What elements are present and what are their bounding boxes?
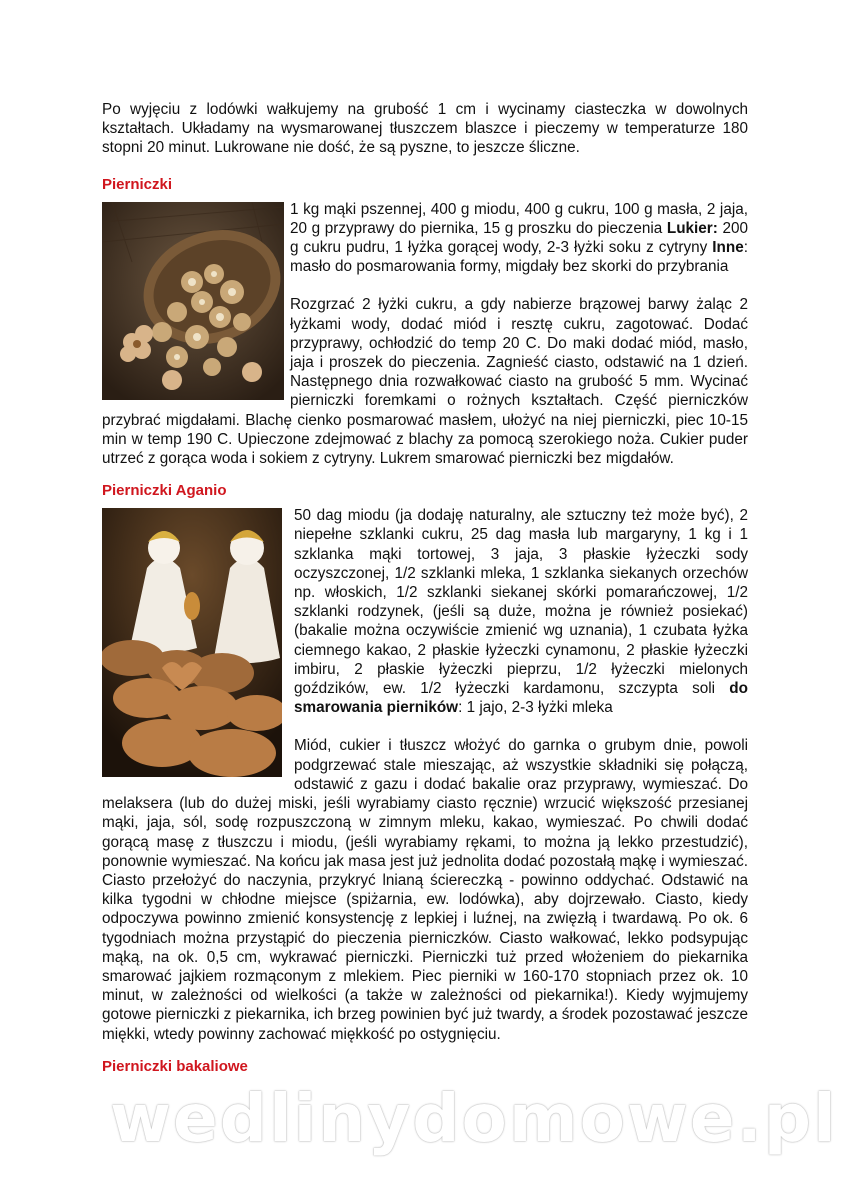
icing-label: Lukier: xyxy=(666,219,718,237)
other-text: : masło do posmarowania formy, migdały bez skorki do przybrania xyxy=(290,239,748,276)
glaze-label: do smarowania pierników xyxy=(294,680,748,717)
recipe-title: Pierniczki Aganio xyxy=(102,482,227,500)
recipe-method: Rozgrzać 2 łyżki cukru, a gdy nabierze brązowej barwy żaląc 2 łyżkami wody, dodać miód i resztę cukru, zagotować. Dodać przyprawy, ochłodzić do temp 20 C. Do maki dodać miód, masło, jaja i proszek do pieczenia. Zagnieść ciasto, odstawić na 1 dzień. Następnego dnia rozwałkować ciasto na grubość 5 mm. Wycinać pierniczki foremkami o rożnych kształtach. Część pierniczków przybrać migdałami. Blachę cienko posmarować masłem, ułożyć na niej pierniczki, piec 10-15 min w temp 190 C. Upieczone zdejmować z blachy za pomocą szerokiego noża. Cukier puder utrzeć z gorąca woda i sokiem z cytryny. Lukrem smarować pierniczki bez migdałów. xyxy=(102,296,748,468)
ingredients-text: 50 dag miodu (ja dodaję naturalny, ale sztuczny też może być), 2 niepełne szklanki cukru, 25 dag masła lub margaryny, 1 kg i 1 szklanka mąki tortowej, 3 jaja, 3 płaskie łyżeczki sody oczyszczonej, 1/2 szklanki mleka, 1 szklanka siekanych orzechów np. włoskich, 1/2 szklanki siekanej skórki pomarańczowej, 1/2 szklanki rodzynek, (jeśli są duże, można je również posiekać) (bakalie można oczywiście zmienić wg uznania), 1 czubata łyżka ciemnego kakao, 2 płaskie łyżeczki cynamonu, 2 płaskie łyżeczki imbiru, 2 płaskie łyżeczki pieprzu, 1/2 łyżeczki mielonych goździków, ew. 1/2 łyżeczki kardamonu, szczypta soli xyxy=(294,507,748,698)
gingerbread-basket-photo xyxy=(102,202,284,400)
glaze-text: : 1 jajo, 2-3 łyżki mleka xyxy=(458,699,613,717)
gingerbread-angels-photo xyxy=(102,508,282,777)
other-label: Inne xyxy=(712,239,744,257)
recipe-method: Miód, cukier i tłuszcz włożyć do garnka o grubym dnie, powoli podgrzewać stale mieszając, aż wszystkie składniki się połączą, odstawić z gazu i dodać bakalie oraz przyprawy, wymieszać. Do melaksera (lub do dużej miski, jeśli wyrabiamy ciasto ręcznie) wrzucić większość przesianej mąki, jaja, sól, sodę rozpuszczoną w zimnym mleku, kakao, wymieszać. Po chwili dodać gorącą masę z tłuszczu i miodu, (jeśli wyrabiamy rękami, to można ją lekko przestudzić), ponownie wymieszać. Na końcu jak masa jest już jednolita dodać pozostałą mąkę i wymieszać. Ciasto przełożyć do naczynia, przykryć lnianą ściereczką - powinno oddychać. Odstawić na kilka tygodni w chłodne miejsce (spiżarnia, ew. lodówka), aby dojrzewało. Ciasto, kiedy odpoczywa powinno zmienić konsystencję z lepkiej i luźnej, na zwięzłą i twardawą. Po ok. 6 tygodniach można przystąpić do pieczenia pierniczków. Ciasto wałkować, lekko podsypując mąką, na ok. 0,5 cm, wykrawać pierniczki. Pierniczki tuż przed włożeniem do piekarnika smarować jajkiem rozmąconym z mlekiem. Piec pierniki w 160-170 stopniach przez ok. 10 minut, w zależności od wielkości (a także w zależności od piekarnika!). Kiedy wyjmujemy gotowe pierniczki z piekarnika, ich brzeg powinien być już twardy, a środek pozostawać jeszcze miękki, wtedy powinny zachować miękkość po ostygnięciu. xyxy=(102,737,748,1043)
recipe-aganio xyxy=(102,482,748,1043)
recipe-bakaliowe xyxy=(102,1058,748,1076)
recipe-title: Pierniczki xyxy=(102,175,173,193)
recipe-title: Pierniczki bakaliowe xyxy=(102,1057,248,1075)
document-page xyxy=(102,100,748,1090)
icing-text: 200 g cukru pudru, 1 łyżka gorącej wody, 2-3 łyżki soku z cytryny xyxy=(290,219,748,257)
watermark-text: wedlinydomowe.pl xyxy=(110,1080,838,1157)
intro-paragraph: Po wyjęciu z lodówki wałkujemy na grubość 1 cm i wycinamy ciasteczka w dowolnych kształtach. Układamy na wysmarowanej tłuszczem blaszce i pieczemy w temperaturze 180 stopni 20 minut. Lukrowane nie dość, że są pyszne, to jeszcze śliczne. xyxy=(102,101,748,157)
recipe-pierniczki xyxy=(102,176,748,469)
ingredients-text: 1 kg mąki pszennej, 400 g miodu, 400 g cukru, 100 g masła, 2 jaja, 20 g przyprawy do piernika, 15 g proszku do pieczenia xyxy=(290,200,748,237)
